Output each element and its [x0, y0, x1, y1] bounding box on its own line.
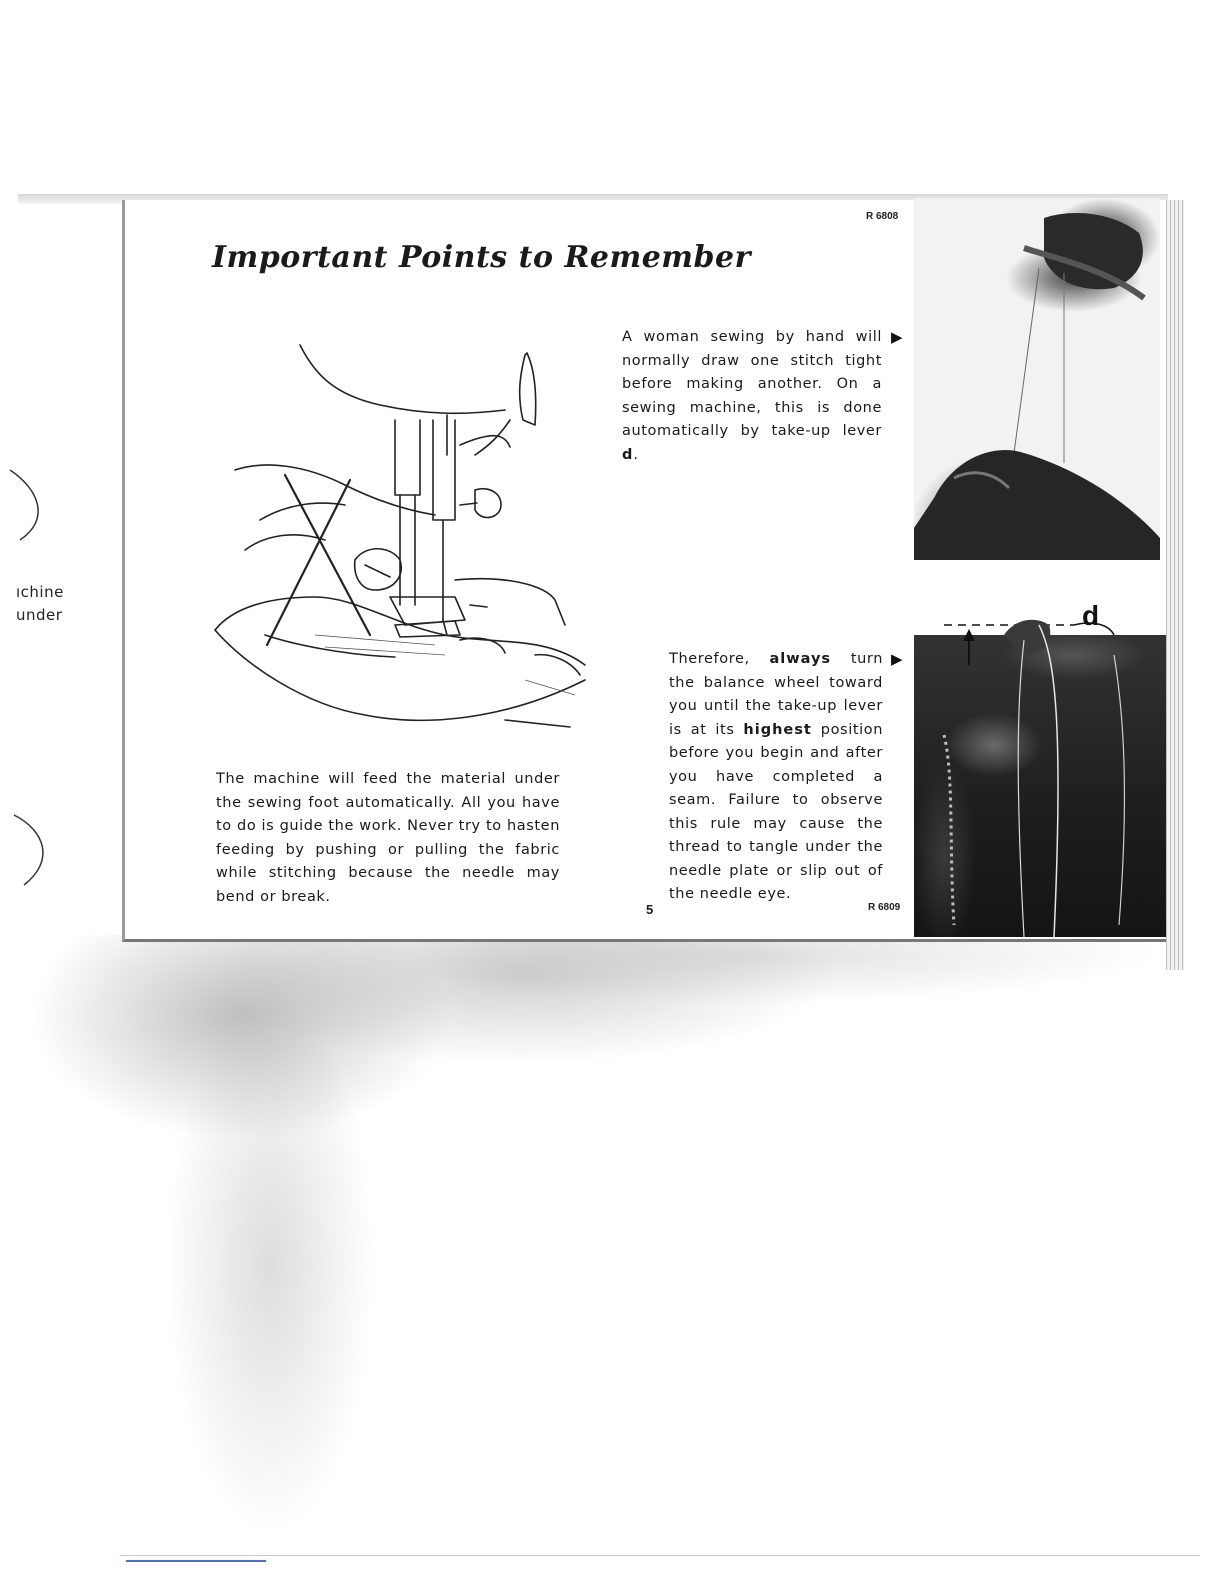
- bottom-scan-line: [120, 1555, 1200, 1556]
- page-stack-edge: [1166, 200, 1184, 970]
- left-page-curves: [0, 430, 110, 930]
- photo-hand-sewing: [914, 198, 1160, 560]
- lever-label-d: d: [1082, 600, 1100, 631]
- photo-ref-bottom: R 6809: [868, 902, 901, 913]
- paragraph-bottom-right-part3: position before you begin and after you have completed a seam. Failure to observe this rule may cause the thread to tangle under the needle plate or slip out of the needle eye.: [669, 721, 883, 902]
- left-page-fragment-1: ıchine: [16, 583, 64, 601]
- arrow-pointer-top: ▶: [891, 328, 903, 346]
- page-number: 5: [646, 902, 654, 917]
- arrow-pointer-bottom: ▶: [891, 650, 903, 668]
- sewing-machine-illustration: [205, 335, 595, 735]
- photo-take-up-lever: [914, 595, 1166, 937]
- left-page-fragment-2: under: [16, 606, 63, 624]
- page-title: Important Points to Remember: [212, 240, 751, 275]
- lever-letter: d: [622, 446, 634, 463]
- scan-shadow: [0, 935, 1224, 1555]
- paragraph-left: The machine will feed the material under the sewing foot automatically. All you have to do is guide the work. Never try to hasten feeding by pushing or pulling the fabric while stitching because the needle may bend or break.: [216, 771, 560, 905]
- emphasis-always: always: [769, 651, 832, 667]
- bottom-blue-mark: [126, 1560, 266, 1562]
- paragraph-bottom-right-part1: Therefore,: [669, 651, 750, 667]
- paragraph-top-right-text: A woman sewing by hand will normally draw one stitch tight before making another. On a sewing machine, this is done automatically by take-up lever: [622, 329, 882, 439]
- paragraph-bottom-right-part2: turn the balance wheel toward you until the take-up lever is at its: [669, 651, 883, 738]
- paragraph-bottom-right: [669, 648, 883, 907]
- photo-ref-top: R 6808: [866, 211, 899, 222]
- paragraph-top-right: A woman sewing by hand will normally draw one stitch tight before making another. On a sewing machine, this is done automatically by take-up lever d.: [622, 329, 882, 463]
- emphasis-highest: highest: [743, 721, 812, 738]
